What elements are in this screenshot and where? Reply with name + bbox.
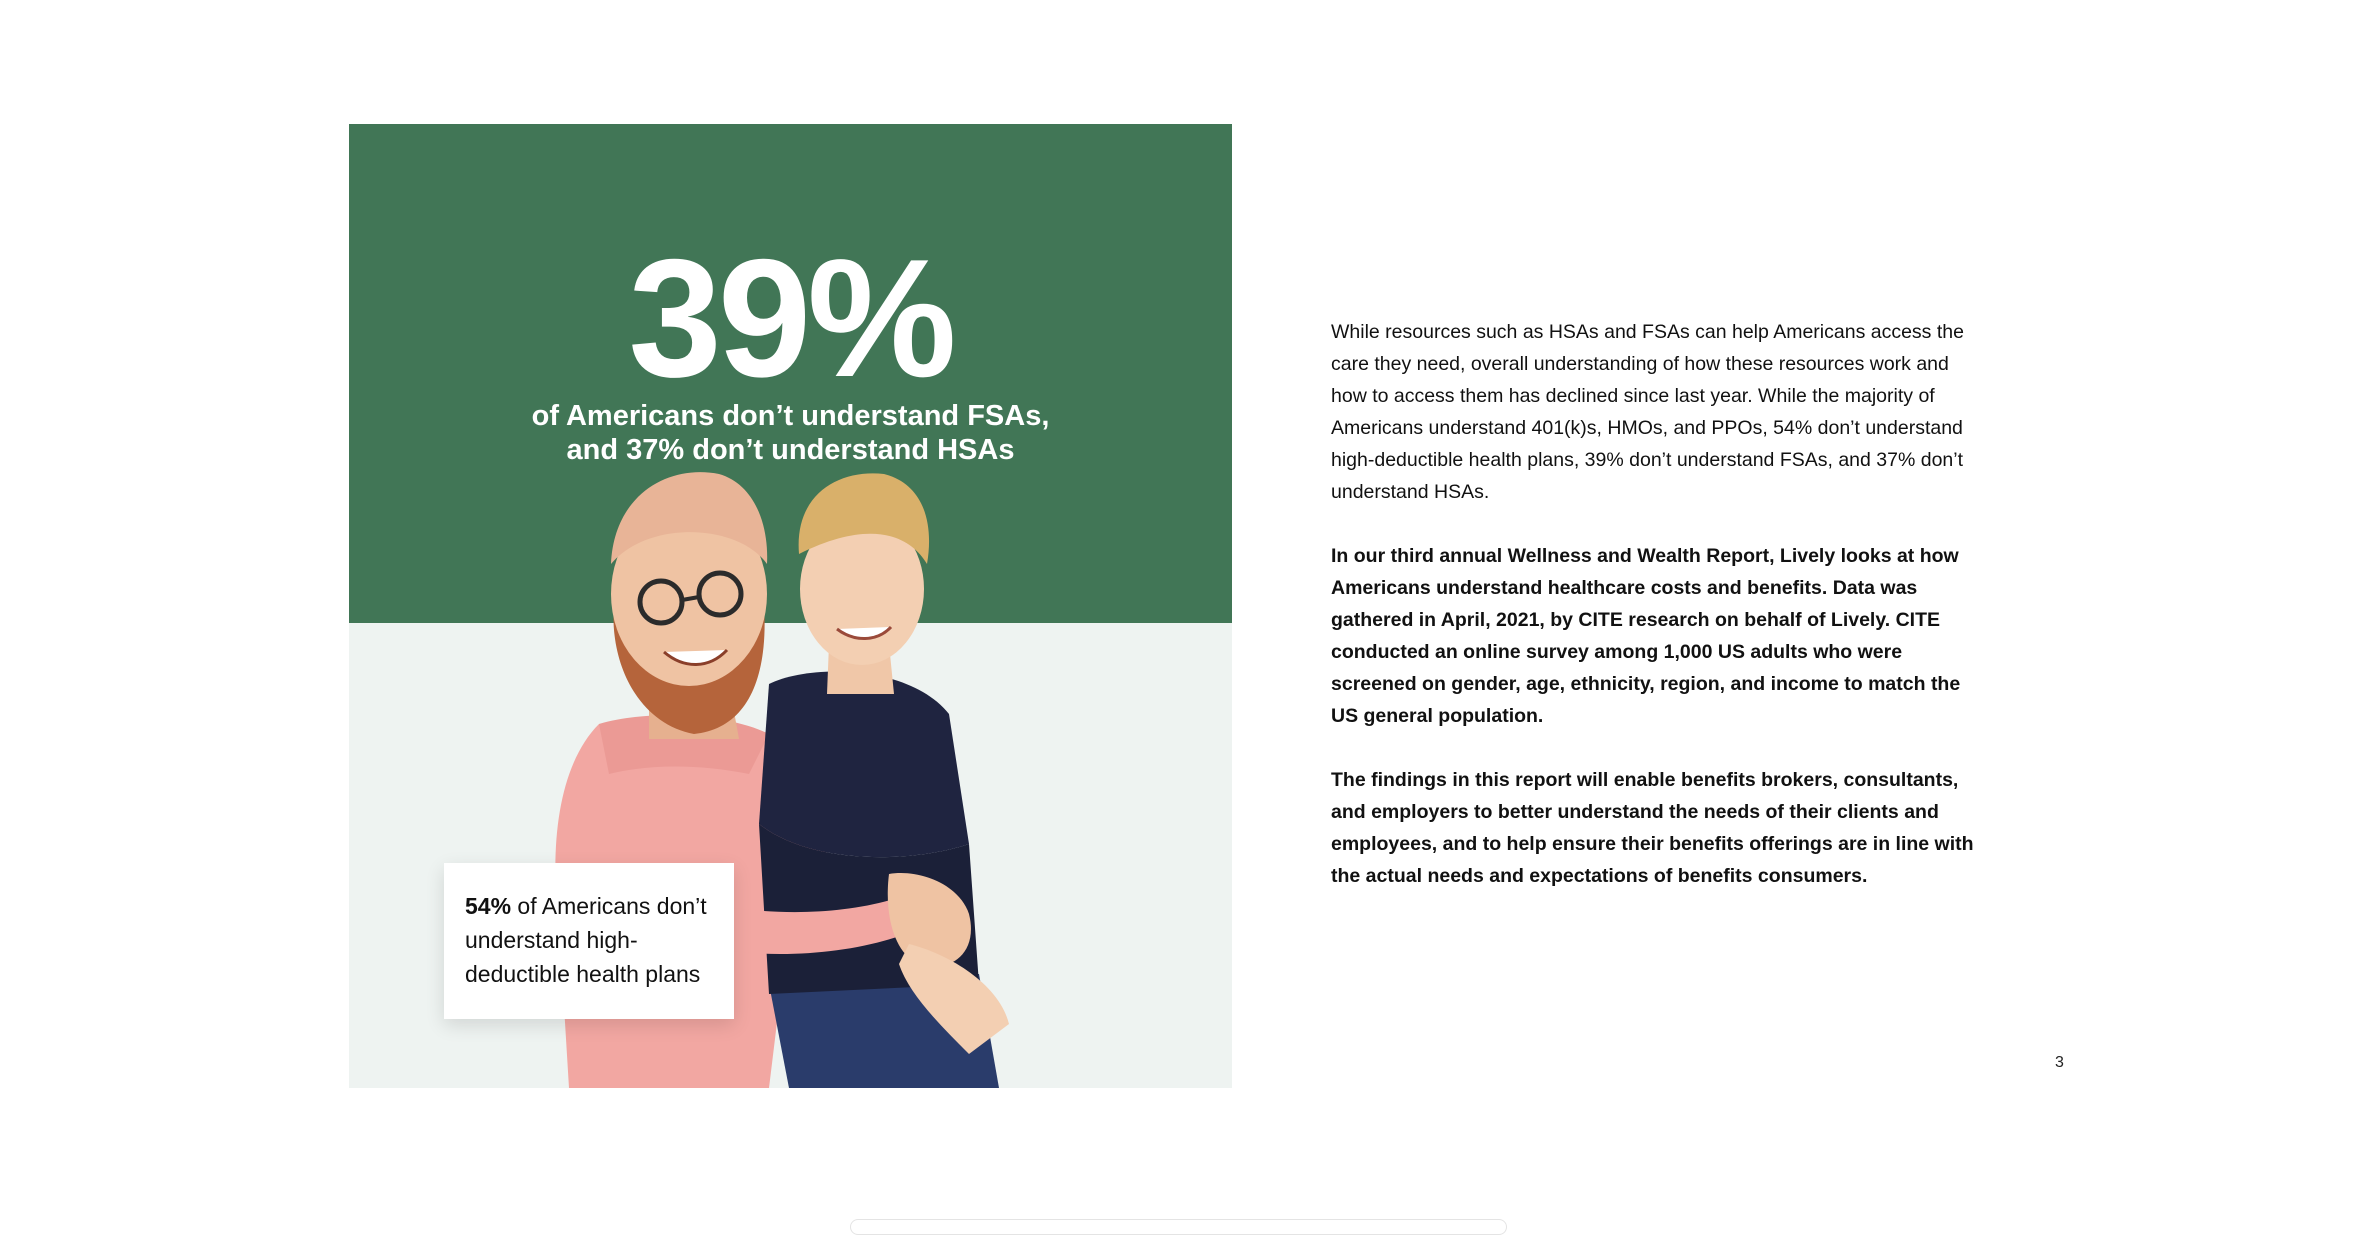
page-number: 3 (2055, 1054, 2064, 1071)
callout-highlight: 54% (465, 893, 512, 919)
stat-caption-line-2: and 37% don’t understand HSAs (566, 434, 1015, 466)
methodology-paragraph: In our third annual Wellness and Wealth Report, Lively looks at how Americans understand healthcare costs and benefits. Data was gathered in April, 2021, by CITE research on behalf of Lively. CITE conducted an online survey among 1,000 US adults who were screened on gender, age, ethnicity, region, and income to match the US general population. (1331, 545, 1961, 727)
body-text-column (1331, 316, 1983, 924)
hero-panel (349, 124, 1232, 1088)
stat-caption (349, 399, 1232, 467)
callout-card (444, 863, 734, 1019)
headline-stat: 39% (628, 224, 953, 412)
next-page-edge (850, 1219, 1507, 1235)
callout-text: of Americans don’t understand high-deductible health plans (465, 893, 707, 987)
purpose-paragraph: The findings in this report will enable benefits brokers, consultants, and employers to better understand the needs of their clients and employees, and to help ensure their benefits offerings are in line with the actual needs and expectations of benefits consumers. (1331, 769, 1974, 887)
stat-caption-line-1: of Americans don’t understand FSAs, (531, 400, 1050, 432)
intro-paragraph: While resources such as HSAs and FSAs can help Americans access the care they need, overall understanding of how these resources work and how to access them has declined since last year. While the majority of Americans understand 401(k)s, HMOs, and PPOs, 54% don’t understand high-deductible health plans, 39% don’t understand FSAs, and 37% don’t understand HSAs. (1331, 321, 1964, 503)
